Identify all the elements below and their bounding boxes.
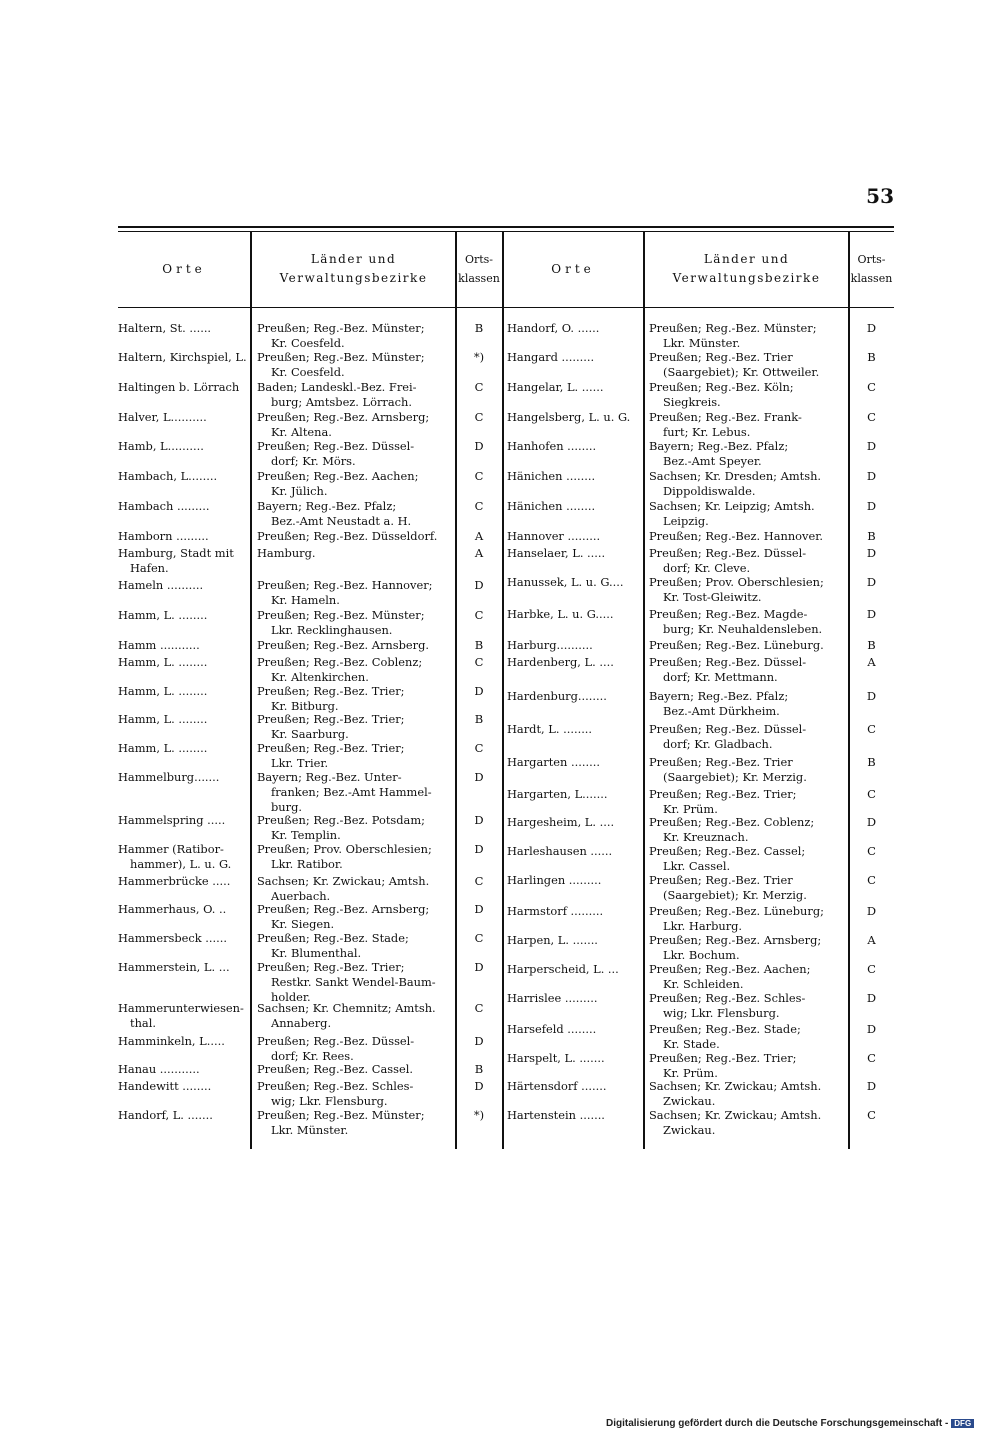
district-line: Lkr. Cassel.: [663, 858, 731, 873]
ortsklasse-value: *): [473, 1108, 485, 1122]
header-klassen-line2: klassen: [850, 272, 893, 285]
district-line: Preußen; Reg.-Bez. Cassel.: [257, 1062, 413, 1076]
district-line: Preußen; Reg.-Bez. Münster;: [257, 1108, 425, 1122]
ortsklasse-value: B: [474, 638, 484, 652]
ortsklasse-value: C: [867, 1108, 876, 1122]
district-line: Preußen; Reg.-Bez. Düssel-: [257, 1034, 415, 1048]
district-line: Lkr. Münster.: [271, 1122, 349, 1137]
district-line: Kr. Hameln.: [271, 592, 340, 607]
place-name: Hanhofen ........: [507, 439, 597, 453]
ortsklasse-value: D: [474, 1034, 484, 1048]
place-name: Hannover .........: [507, 529, 601, 543]
district-line: Preußen; Reg.-Bez. Arnsberg.: [257, 638, 430, 652]
place-name: Haltern, St. ......: [118, 321, 212, 335]
district-line: Lkr. Münster.: [663, 335, 741, 350]
district-line: (Saargebiet); Kr. Merzig.: [663, 769, 807, 784]
district-line: burg; Amtsbez. Lörrach.: [271, 394, 412, 409]
place-name: Hammelspring .....: [118, 813, 226, 827]
ortsklasse-value: C: [474, 380, 484, 394]
ortsklasse-value: A: [867, 655, 876, 669]
place-name: Hammerhaus, O. ..: [118, 902, 227, 916]
place-name: Harperscheid, L. ...: [507, 962, 619, 976]
district-line: Preußen; Reg.-Bez. Trier;: [257, 960, 405, 974]
place-name: Hangelsberg, L. u. G.: [507, 410, 631, 424]
district-line: Restkr. Sankt Wendel-Baum-: [271, 974, 436, 989]
place-name: Hamm, L. ........: [118, 712, 208, 726]
district-line: Preußen; Reg.-Bez. Trier;: [257, 684, 405, 698]
district-line: Preußen; Reg.-Bez. Cassel;: [649, 844, 806, 858]
header-orte-right: Orte: [551, 262, 595, 276]
ortsklasse-value: D: [866, 546, 877, 560]
ortsklasse-value: C: [867, 787, 876, 801]
district-line: Preußen; Reg.-Bez. Trier;: [649, 787, 797, 801]
district-line: Preußen; Reg.-Bez. Trier;: [649, 1051, 797, 1065]
ortsklasse-value: D: [866, 439, 877, 453]
district-line: Sachsen; Kr. Chemnitz; Amtsh.: [257, 1001, 436, 1015]
ortsklasse-value: C: [474, 741, 484, 755]
place-name: Harlingen .........: [507, 873, 602, 887]
district-line: Preußen; Reg.-Bez. Trier;: [257, 712, 405, 726]
district-line: Preußen; Reg.-Bez. Magde-: [649, 607, 808, 621]
district-line: Sachsen; Kr. Zwickau; Amtsh.: [257, 874, 430, 888]
place-name: Hamburg, Stadt mit: [118, 546, 234, 560]
place-name: Hamm ...........: [118, 638, 200, 652]
ortsklasse-value: C: [474, 655, 484, 669]
place-name: Hanau ...........: [118, 1062, 200, 1076]
district-line: Preußen; Reg.-Bez. Arnsberg;: [257, 902, 430, 916]
district-line: (Saargebiet); Kr. Ottweiler.: [663, 364, 820, 379]
district-line: Preußen; Reg.-Bez. Potsdam;: [257, 813, 425, 827]
ortsklasse-value: C: [474, 931, 484, 945]
header-rule: [118, 307, 894, 308]
place-name-continued: hammer), L. u. G.: [130, 856, 232, 871]
district-line: Preußen; Reg.-Bez. Schles-: [649, 991, 806, 1005]
header-klassen-left: [456, 250, 502, 288]
district-line: Baden; Landeskl.-Bez. Frei-: [257, 380, 417, 394]
district-line: holder.: [271, 989, 311, 1004]
district-line: Preußen; Prov. Oberschlesien;: [257, 842, 432, 856]
district-line: Kr. Saarburg.: [271, 726, 349, 741]
district-line: Bayern; Reg.-Bez. Pfalz;: [649, 439, 789, 453]
place-name: Hardenberg, L. ....: [507, 655, 614, 669]
district-line: Sachsen; Kr. Leipzig; Amtsh.: [649, 499, 815, 513]
ortsklasse-value: D: [866, 815, 877, 829]
place-name: Hammelburg.......: [118, 770, 220, 784]
district-line: Preußen; Reg.-Bez. Coblenz;: [257, 655, 423, 669]
district-line: Preußen; Reg.-Bez. Trier: [649, 873, 793, 887]
top-rule: [118, 226, 894, 228]
place-name: Härtensdorf .......: [507, 1079, 607, 1093]
header-laender-line1: Länder und: [703, 252, 790, 266]
place-name: Hamb, L..........: [118, 439, 204, 453]
district-line: Preußen; Reg.-Bez. Trier;: [257, 741, 405, 755]
district-line: Sachsen; Kr. Dresden; Amtsh.: [649, 469, 822, 483]
district-line: Dippoldiswalde.: [663, 483, 756, 498]
district-line: Kr. Schleiden.: [663, 976, 744, 991]
place-name: Haltern, Kirchspiel, L.: [118, 350, 247, 364]
district-line: Annaberg.: [271, 1015, 332, 1030]
header-laender-line1: Länder und: [310, 252, 397, 266]
district-line: furt; Kr. Lebus.: [663, 424, 751, 439]
footer: [606, 1418, 974, 1429]
district-line: Siegkreis.: [663, 394, 721, 409]
ortsklasse-value: A: [867, 933, 876, 947]
header-laender-right: [645, 250, 848, 288]
district-line: dorf; Kr. Mörs.: [271, 453, 356, 468]
place-name: Hamminkeln, L.....: [118, 1034, 225, 1048]
district-line: Kr. Jülich.: [271, 483, 328, 498]
place-name: Harrislee .........: [507, 991, 598, 1005]
district-line: Preußen; Reg.-Bez. Coblenz;: [649, 815, 815, 829]
header-laender-line2: Verwaltungsbezirke: [672, 271, 821, 285]
district-line: Sachsen; Kr. Zwickau; Amtsh.: [649, 1079, 822, 1093]
header-orte-left: Orte: [162, 262, 206, 276]
ortsklasse-value: C: [867, 844, 876, 858]
top-rule-thin: [118, 231, 894, 232]
district-line: burg; Kr. Neuhaldensleben.: [663, 621, 823, 636]
ortsklasse-value: D: [474, 1079, 484, 1093]
district-line: wig; Lkr. Flensburg.: [271, 1093, 388, 1108]
ortsklasse-value: D: [474, 684, 484, 698]
district-line: Preußen; Reg.-Bez. Münster;: [649, 321, 817, 335]
ortsklasse-value: D: [866, 321, 877, 335]
district-line: Lkr. Ratibor.: [271, 856, 343, 871]
district-line: Preußen; Reg.-Bez. Münster;: [257, 321, 425, 335]
ortsklasse-value: D: [474, 813, 484, 827]
district-line: Bayern; Reg.-Bez. Pfalz;: [257, 499, 397, 513]
district-line: Zwickau.: [663, 1122, 716, 1137]
ortsklasse-value: D: [474, 439, 484, 453]
district-line: Auerbach.: [271, 888, 331, 903]
place-name: Hammerbrücke .....: [118, 874, 231, 888]
district-line: Lkr. Recklinghausen.: [271, 622, 393, 637]
place-name: Handorf, O. ......: [507, 321, 600, 335]
district-line: Preußen; Reg.-Bez. Düssel-: [649, 722, 807, 736]
ortsklasse-value: D: [474, 960, 484, 974]
district-line: Kr. Siegen.: [271, 916, 335, 931]
ortsklasse-value: C: [474, 1001, 484, 1015]
header-klassen-line1: Orts-: [857, 253, 886, 266]
district-line: burg.: [271, 799, 302, 814]
district-line: Kr. Coesfeld.: [271, 364, 345, 379]
district-line: Preußen; Reg.-Bez. Köln;: [649, 380, 794, 394]
district-line: Preußen; Reg.-Bez. Lüneburg.: [649, 638, 824, 652]
district-line: Preußen; Reg.-Bez. Düsseldorf.: [257, 529, 438, 543]
district-line: Preußen; Reg.-Bez. Düssel-: [649, 546, 807, 560]
place-name: Hargarten, L.......: [507, 787, 608, 801]
ortsklasse-value: D: [866, 904, 877, 918]
district-line: Preußen; Prov. Oberschlesien;: [649, 575, 824, 589]
ortsklasse-value: A: [474, 546, 484, 560]
place-name: Hanussek, L. u. G....: [507, 575, 624, 589]
place-name: Hardenburg........: [507, 689, 607, 703]
header-laender-left: [252, 250, 455, 288]
place-name: Hangard .........: [507, 350, 595, 364]
ortsklasse-value: C: [867, 873, 876, 887]
place-name: Hargarten ........: [507, 755, 600, 769]
footer-text: Digitalisierung gefördert durch die Deutsche Forschungsgemeinschaft -: [606, 1418, 949, 1429]
district-line: dorf; Kr. Mettmann.: [663, 669, 778, 684]
district-line: Kr. Stade.: [663, 1036, 720, 1051]
place-name: Hamm, L. ........: [118, 608, 208, 622]
district-line: Preußen; Reg.-Bez. Düssel-: [257, 439, 415, 453]
ortsklasse-value: B: [867, 529, 876, 543]
district-line: Bez.-Amt Neustadt a. H.: [271, 513, 412, 528]
ortsklasse-value: C: [474, 608, 484, 622]
place-name: Hamborn .........: [118, 529, 209, 543]
district-line: Kr. Blumenthal.: [271, 945, 362, 960]
place-name: Hänichen ........: [507, 469, 596, 483]
ortsklasse-value: C: [474, 410, 484, 424]
ortsklasse-value: B: [867, 755, 876, 769]
ortsklasse-value: D: [474, 578, 484, 592]
ortsklasse-value: D: [474, 902, 484, 916]
place-name: Harbke, L. u. G.....: [507, 607, 614, 621]
district-line: Lkr. Harburg.: [663, 918, 743, 933]
place-name: Hartenstein .......: [507, 1108, 605, 1122]
district-line: Zwickau.: [663, 1093, 716, 1108]
place-name: Harburg..........: [507, 638, 593, 652]
ortsklasse-value: *): [473, 350, 485, 364]
place-name: Hammerunterwiesen-: [118, 1001, 244, 1015]
ortsklasse-value: B: [474, 1062, 484, 1076]
district-line: Preußen; Reg.-Bez. Trier: [649, 755, 793, 769]
district-line: wig; Lkr. Flensburg.: [663, 1005, 780, 1020]
ortsklasse-value: D: [866, 607, 877, 621]
place-name: Harspelt, L. .......: [507, 1051, 605, 1065]
place-name: Hambach, L........: [118, 469, 218, 483]
ortsklasse-value: D: [866, 469, 877, 483]
district-line: Preußen; Reg.-Bez. Düssel-: [649, 655, 807, 669]
header-klassen-line2: klassen: [458, 272, 500, 285]
place-name: Hameln ..........: [118, 578, 204, 592]
ortsklasse-value: D: [474, 770, 484, 784]
district-line: dorf; Kr. Rees.: [271, 1048, 354, 1063]
district-line: Kr. Coesfeld.: [271, 335, 345, 350]
district-line: Preußen; Reg.-Bez. Hannover;: [257, 578, 433, 592]
dfg-logo: DFG: [951, 1419, 974, 1428]
district-line: dorf; Kr. Cleve.: [663, 560, 751, 575]
district-line: Bayern; Reg.-Bez. Unter-: [257, 770, 402, 784]
place-name: Harmstorf .........: [507, 904, 604, 918]
ortsklasse-value: C: [474, 874, 484, 888]
place-name: Haltingen b. Lörrach: [118, 380, 240, 394]
ortsklasse-value: D: [866, 499, 877, 513]
place-name: Hardt, L. ........: [507, 722, 593, 736]
ortsklasse-value: B: [474, 321, 484, 335]
header-laender-line2: Verwaltungsbezirke: [279, 271, 428, 285]
district-line: Preußen; Reg.-Bez. Schles-: [257, 1079, 414, 1093]
district-line: Preußen; Reg.-Bez. Münster;: [257, 350, 425, 364]
ortsklasse-value: D: [474, 842, 484, 856]
district-line: Kr. Altena.: [271, 424, 332, 439]
ortsklasse-value: C: [474, 499, 484, 513]
district-line: Preußen; Reg.-Bez. Münster;: [257, 608, 425, 622]
place-name: Hamm, L. ........: [118, 684, 208, 698]
district-line: Preußen; Reg.-Bez. Lüneburg;: [649, 904, 824, 918]
ortsklasse-value: C: [867, 410, 876, 424]
place-name: Hambach .........: [118, 499, 210, 513]
district-line: Preußen; Reg.-Bez. Aachen;: [257, 469, 419, 483]
ortsklasse-value: C: [867, 380, 876, 394]
district-line: Preußen; Reg.-Bez. Trier: [649, 350, 793, 364]
place-name: Hammerstein, L. ...: [118, 960, 230, 974]
place-name: Hanselaer, L. .....: [507, 546, 606, 560]
district-line: Preußen; Reg.-Bez. Arnsberg;: [257, 410, 430, 424]
district-line: dorf; Kr. Gladbach.: [663, 736, 773, 751]
district-line: Kr. Templin.: [271, 827, 341, 842]
column-divider: [250, 231, 252, 1149]
district-line: Kr. Altenkirchen.: [271, 669, 369, 684]
district-line: Leipzig.: [663, 513, 709, 528]
district-line: Preußen; Reg.-Bez. Frank-: [649, 410, 802, 424]
ortsklasse-value: D: [866, 1079, 877, 1093]
ortsklasse-value: B: [867, 638, 876, 652]
ortsklasse-value: B: [474, 712, 484, 726]
place-name: Harsefeld ........: [507, 1022, 597, 1036]
place-name: Harleshausen ......: [507, 844, 613, 858]
district-line: Kr. Kreuznach.: [663, 829, 749, 844]
place-name: Hargesheim, L. ....: [507, 815, 615, 829]
district-line: Sachsen; Kr. Zwickau; Amtsh.: [649, 1108, 822, 1122]
ortsklasse-value: D: [866, 1022, 877, 1036]
place-name: Hamm, L. ........: [118, 741, 208, 755]
place-name: Hammersbeck ......: [118, 931, 228, 945]
place-name-continued: Hafen.: [130, 560, 169, 575]
district-line: Kr. Bitburg.: [271, 698, 339, 713]
header-klassen-right: [849, 250, 894, 288]
ortsklasse-value: D: [866, 689, 877, 703]
column-divider: [502, 231, 504, 1149]
district-line: Kr. Prüm.: [663, 1065, 718, 1080]
ortsklasse-value: C: [867, 962, 876, 976]
place-name: Hänichen ........: [507, 499, 596, 513]
place-name: Handorf, L. .......: [118, 1108, 213, 1122]
district-line: Preußen; Reg.-Bez. Aachen;: [649, 962, 811, 976]
district-line: Lkr. Trier.: [271, 755, 329, 770]
ortsklasse-value: C: [867, 722, 876, 736]
district-line: Preußen; Reg.-Bez. Hannover.: [649, 529, 824, 543]
district-line: Bayern; Reg.-Bez. Pfalz;: [649, 689, 789, 703]
ortsklasse-value: A: [474, 529, 484, 543]
ortsklasse-value: D: [866, 991, 877, 1005]
ortsklasse-value: B: [867, 350, 876, 364]
district-line: Lkr. Bochum.: [663, 947, 740, 962]
ortsklasse-value: D: [866, 575, 877, 589]
place-name: Halver, L..........: [118, 410, 207, 424]
page-number: 53: [866, 184, 894, 208]
district-line: Preußen; Reg.-Bez. Stade;: [649, 1022, 801, 1036]
district-line: Preußen; Reg.-Bez. Stade;: [257, 931, 409, 945]
district-line: Preußen; Reg.-Bez. Arnsberg;: [649, 933, 822, 947]
place-name-continued: thal.: [130, 1015, 156, 1030]
district-line: Kr. Prüm.: [663, 801, 718, 816]
place-name: Hamm, L. ........: [118, 655, 208, 669]
ortsklasse-value: C: [474, 469, 484, 483]
place-name: Hammer (Ratibor-: [118, 842, 224, 856]
district-line: Bez.-Amt Speyer.: [663, 453, 762, 468]
place-name: Harpen, L. .......: [507, 933, 598, 947]
ortsklasse-value: C: [867, 1051, 876, 1065]
header-klassen-line1: Orts-: [464, 253, 494, 266]
place-name: Handewitt ........: [118, 1079, 212, 1093]
district-line: (Saargebiet); Kr. Merzig.: [663, 887, 807, 902]
district-line: Bez.-Amt Dürkheim.: [663, 703, 780, 718]
place-name: Hangelar, L. ......: [507, 380, 604, 394]
district-line: franken; Bez.-Amt Hammel-: [271, 784, 432, 799]
column-divider: [643, 231, 645, 1149]
district-line: Kr. Tost-Gleiwitz.: [663, 589, 762, 604]
district-line: Hamburg.: [257, 546, 316, 560]
